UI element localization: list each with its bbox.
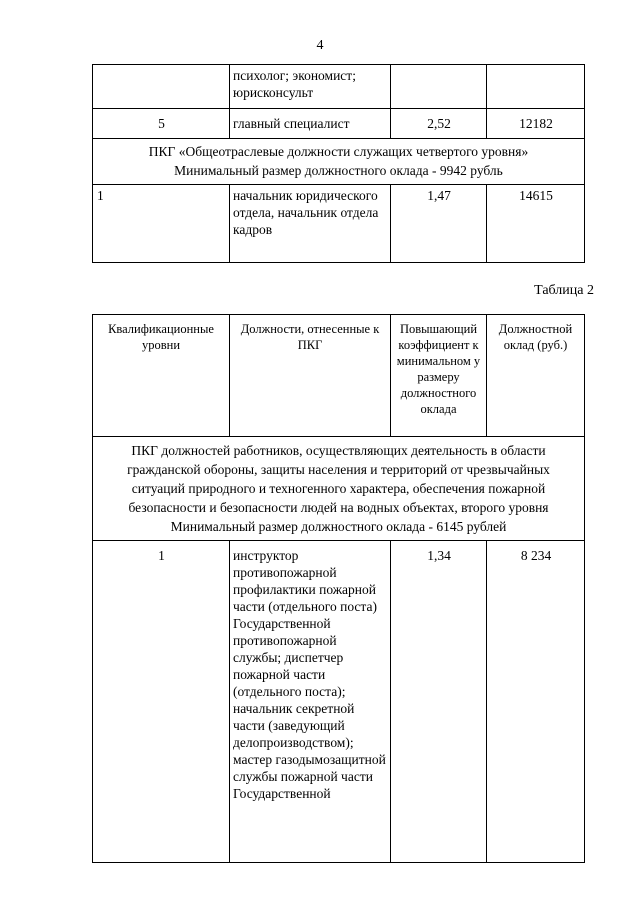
header-salary: Должностной оклад (руб.) bbox=[487, 315, 585, 437]
position-cell: инструктор противопожарной профилактики пожарной части (отдельного поста) Государственной противопожарной службы; диспетчер пожарной части (отдельного поста); начальник секретной части (заведующий делопроизводством); мастер газодымозащитной службы пожарной части Государственной bbox=[230, 541, 391, 863]
level-cell: 1 bbox=[93, 541, 230, 863]
group-header-row bbox=[93, 437, 585, 541]
table-2 bbox=[92, 314, 585, 863]
salary-cell: 12182 bbox=[487, 109, 585, 139]
table-1 bbox=[92, 64, 585, 263]
header-row bbox=[93, 315, 585, 437]
group-min-salary: Минимальный размер должностного оклада - 6145 рублей bbox=[170, 519, 507, 534]
coef-cell: 2,52 bbox=[391, 109, 487, 139]
table-row bbox=[93, 185, 585, 263]
group-header bbox=[93, 139, 585, 185]
group-header-row bbox=[93, 139, 585, 185]
header-position: Должности, отнесенные к ПКГ bbox=[230, 315, 391, 437]
table-row bbox=[93, 541, 585, 863]
level-cell: 5 bbox=[93, 109, 230, 139]
group-header bbox=[93, 437, 585, 541]
table-caption: Таблица 2 bbox=[534, 283, 594, 298]
level-cell bbox=[93, 65, 230, 109]
group-title: ПКГ «Общеотраслевые должности служащих четвертого уровня» bbox=[148, 144, 529, 159]
group-title: ПКГ должностей работников, осуществляющих деятельность в области гражданской обороны, защиты населения и территорий от чрезвычайных ситуаций природного и техногенного характера, обеспечения пожарной безопасности и безопасности людей на водных объектах, второго уровня bbox=[127, 443, 550, 515]
header-coef: Повышающий коэффициент к минимальном у размеру должностного оклада bbox=[391, 315, 487, 437]
level-cell: 1 bbox=[93, 185, 230, 263]
header-level: Квалификационные уровни bbox=[93, 315, 230, 437]
group-min-salary: Минимальный размер должностного оклада - 9942 рубль bbox=[174, 163, 503, 178]
table-row bbox=[93, 65, 585, 109]
coef-cell: 1,34 bbox=[391, 541, 487, 863]
salary-cell bbox=[487, 65, 585, 109]
position-cell: психолог; экономист; юрисконсульт bbox=[230, 65, 391, 109]
coef-cell: 1,47 bbox=[391, 185, 487, 263]
page-number: 4 bbox=[316, 38, 324, 53]
coef-cell bbox=[391, 65, 487, 109]
position-cell: главный специалист bbox=[230, 109, 391, 139]
position-cell: начальник юридического отдела, начальник отдела кадров bbox=[230, 185, 391, 263]
table-row bbox=[93, 109, 585, 139]
salary-cell: 14615 bbox=[487, 185, 585, 263]
salary-cell: 8 234 bbox=[487, 541, 585, 863]
